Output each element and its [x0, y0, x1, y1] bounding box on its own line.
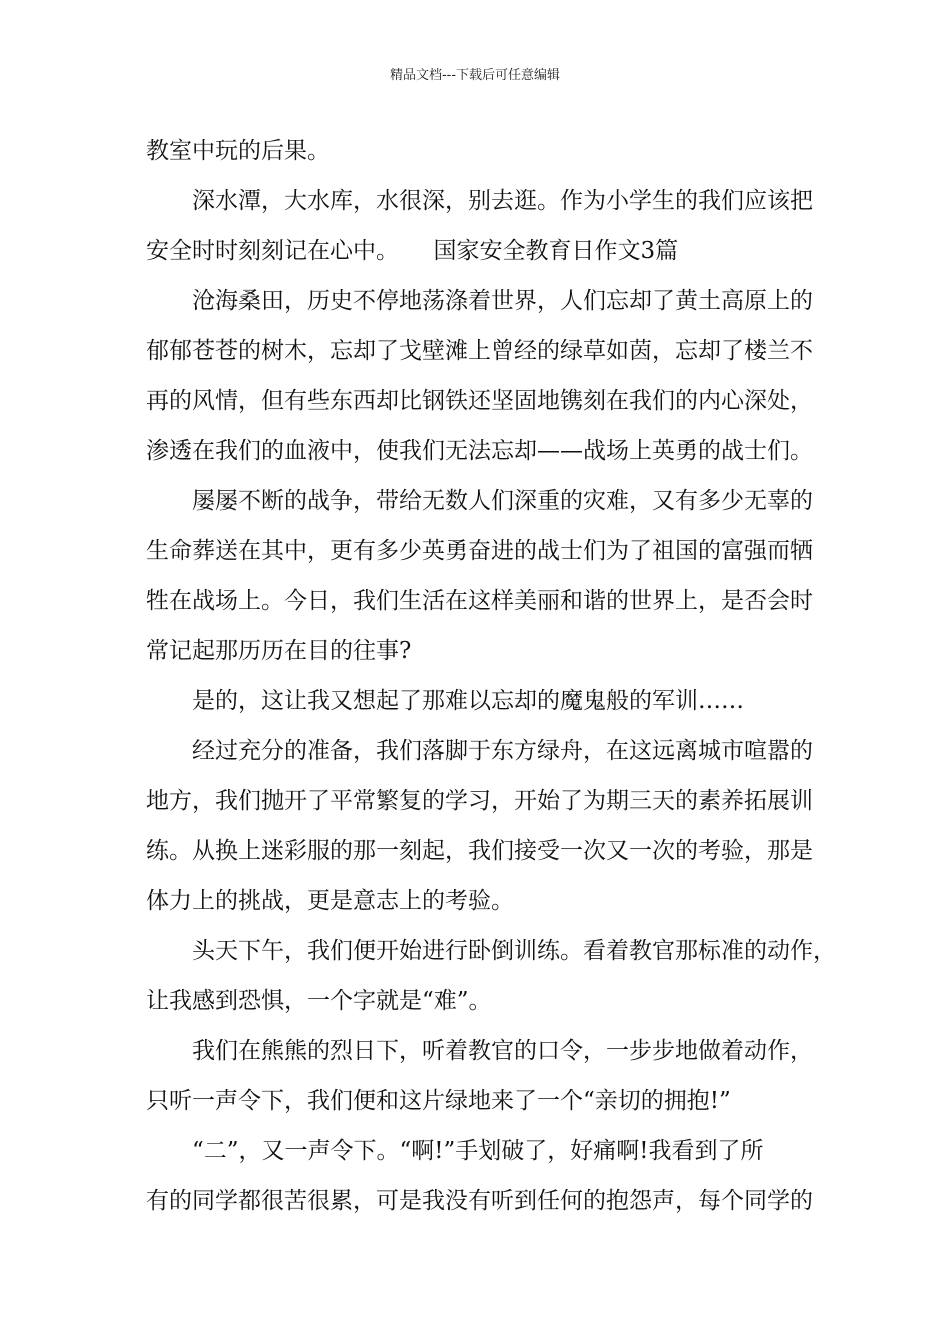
text-line: 练。从换上迷彩服的那一刻起，我们接受一次又一次的考验，那是 [146, 838, 813, 864]
text-line: 有的同学都很苦很累，可是我没有听到任何的抱怨声，每个同学的 [146, 1188, 813, 1214]
text-line: 渗透在我们的血液中，使我们无法忘却——战场上英勇的战士们。 [146, 438, 813, 464]
text-line: 我们在熊熊的烈日下，听着教官的口令，一步步地做着动作， [146, 1038, 813, 1064]
text-line: 牲在战场上。今日，我们生活在这样美丽和谐的世界上，是否会时 [146, 588, 813, 614]
text-line: 只听一声令下，我们便和这片绿地来了一个“亲切的拥抱!” [146, 1088, 731, 1114]
text-line: “二”，又一声令下。“啊!”手划破了，好痛啊!我看到了所 [146, 1138, 764, 1164]
text-line: 深水潭，大水库，水很深，别去逛。作为小学生的我们应该把 [146, 188, 813, 214]
text-line: 地方，我们抛开了平常繁复的学习，开始了为期三天的素养拓展训 [146, 788, 813, 814]
text-line: 让我感到恐惧，一个字就是“难”。 [146, 988, 492, 1014]
text-line: 头天下午，我们便开始进行卧倒训练。看着教官那标准的动作， [146, 938, 836, 964]
text-line: 常记起那历历在目的往事? [146, 638, 412, 664]
text-line: 屡屡不断的战争，带给无数人们深重的灾难，又有多少无辜的 [146, 488, 813, 514]
text-line: 经过充分的准备，我们落脚于东方绿舟，在这远离城市喧嚣的 [146, 738, 813, 764]
text-line: 沧海桑田，历史不停地荡涤着世界，人们忘却了黄土高原上的 [146, 288, 813, 314]
text-line: 安全时时刻刻记在心中。 国家安全教育日作文3篇 [146, 238, 679, 264]
text-line: 是的，这让我又想起了那难以忘却的魔鬼般的军训…… [146, 688, 744, 714]
text-line: 生命葬送在其中，更有多少英勇奋进的战士们为了祖国的富强而牺 [146, 538, 813, 564]
text-line: 体力上的挑战，更是意志上的考验。 [146, 888, 514, 914]
text-line: 郁郁苍苍的树木，忘却了戈壁滩上曾经的绿草如茵，忘却了楼兰不 [146, 338, 813, 364]
text-line: 再的风情，但有些东西却比钢铁还坚固地镌刻在我们的内心深处， [146, 388, 813, 414]
page-header: 精品文档---下载后可任意编辑 [389, 68, 561, 83]
text-line: 教室中玩的后果。 [146, 138, 330, 164]
